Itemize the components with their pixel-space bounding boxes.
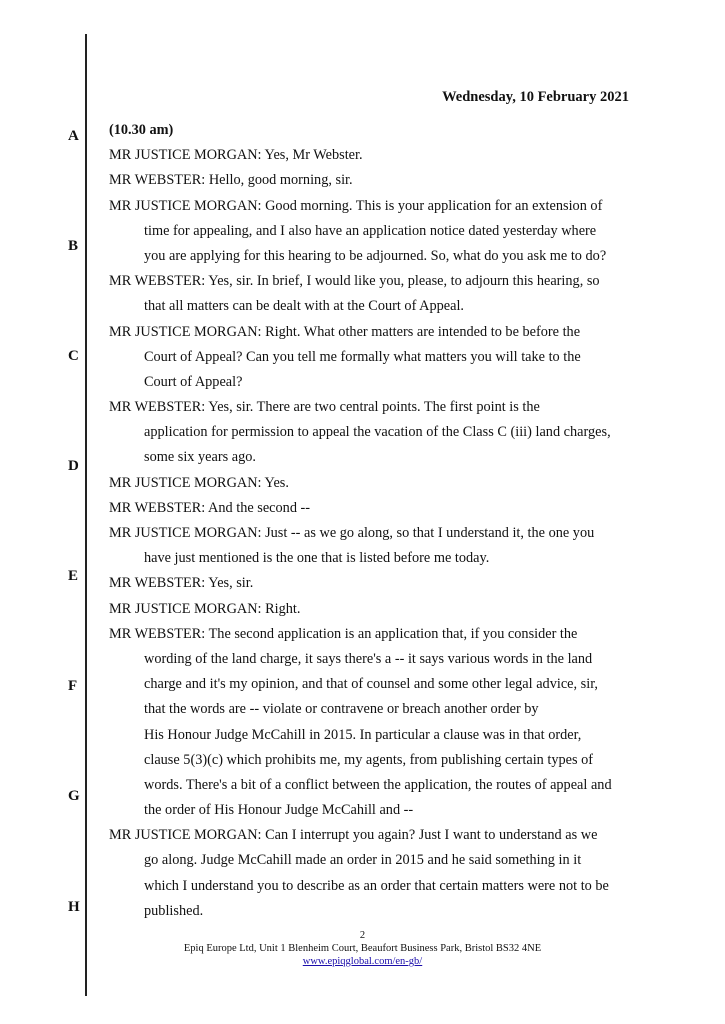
continuation-line: which I understand you to describe as an order that certain matters were not to be bbox=[144, 877, 609, 894]
speaker-line: MR JUSTICE MORGAN: Right. What other matters are intended to be before the bbox=[109, 323, 581, 340]
continuation-line: words. There's a bit of a conflict between the application, the routes of appeal and bbox=[144, 776, 612, 793]
continuation-line: you are applying for this hearing to be adjourned. So, what do you ask me to do? bbox=[144, 247, 607, 264]
margin-letter-e: E bbox=[68, 568, 79, 584]
margin-letter-c: C bbox=[68, 348, 79, 364]
margin-rule bbox=[85, 34, 87, 996]
continuation-line: that all matters can be dealt with at the Court of Appeal. bbox=[144, 298, 464, 315]
speaker-line: MR WEBSTER: Hello, good morning, sir. bbox=[109, 172, 353, 189]
continuation-line: His Honour Judge McCahill in 2015. In particular a clause was in that order, bbox=[144, 726, 582, 743]
margin-letter-h: H bbox=[68, 899, 80, 915]
margin-letter-d: D bbox=[68, 458, 79, 474]
continuation-line: application for permission to appeal the vacation of the Class C (iii) land charges, bbox=[144, 424, 611, 441]
continuation-line: clause 5(3)(c) which prohibits me, my agents, from publishing certain types of bbox=[144, 751, 594, 768]
continuation-line: that the words are -- violate or contravene or breach another order by bbox=[144, 701, 539, 718]
continuation-line: some six years ago. bbox=[144, 449, 256, 466]
continuation-line: the order of His Honour Judge McCahill and -- bbox=[144, 802, 414, 819]
continuation-line: charge and it's my opinion, and that of counsel and some other legal advice, sir, bbox=[144, 676, 598, 693]
speaker-line: MR JUSTICE MORGAN: Good morning. This is your application for an extension of bbox=[109, 197, 603, 214]
speaker-line: MR WEBSTER: Yes, sir. In brief, I would like you, please, to adjourn this hearing, so bbox=[109, 273, 600, 290]
speaker-line: MR JUSTICE MORGAN: Right. bbox=[109, 600, 301, 617]
continuation-line: published. bbox=[144, 902, 204, 919]
continuation-line: Court of Appeal? Can you tell me formally what matters you will take to the bbox=[144, 348, 581, 365]
continuation-line: wording of the land charge, it says there's a -- it says various words in the land bbox=[144, 650, 593, 667]
footer-website-link[interactable]: www.epiqglobal.com/en-gb/ bbox=[302, 956, 423, 967]
speaker-line: MR WEBSTER: The second application is an application that, if you consider the bbox=[109, 625, 578, 642]
margin-letter-b: B bbox=[68, 238, 79, 254]
continuation-line: Court of Appeal? bbox=[144, 373, 243, 390]
continuation-line: have just mentioned is the one that is listed before me today. bbox=[144, 550, 490, 567]
continuation-line: time for appealing, and I also have an application notice dated yesterday where bbox=[144, 222, 597, 239]
margin-letter-g: G bbox=[68, 788, 80, 804]
continuation-line: go along. Judge McCahill made an order in 2015 and he said something in it bbox=[144, 852, 582, 869]
speaker-line: MR WEBSTER: Yes, sir. There are two central points. The first point is the bbox=[109, 399, 540, 416]
speaker-line: MR JUSTICE MORGAN: Just -- as we go along, so that I understand it, the one you bbox=[109, 525, 595, 541]
speaker-line: MR JUSTICE MORGAN: Can I interrupt you again? Just I want to understand as we bbox=[109, 827, 598, 844]
speaker-line: MR JUSTICE MORGAN: Yes, Mr Webster. bbox=[109, 147, 363, 164]
footer-address: Epiq Europe Ltd, Unit 1 Blenheim Court, Beaufort Business Park, Bristol BS32 4NE bbox=[183, 943, 542, 954]
speaker-line: MR WEBSTER: And the second -- bbox=[109, 499, 311, 516]
hearing-date: Wednesday, 10 February 2021 bbox=[442, 89, 629, 105]
transcript-body bbox=[109, 118, 634, 924]
speaker-line: MR WEBSTER: Yes, sir. bbox=[109, 575, 254, 592]
speaker-line: MR JUSTICE MORGAN: Yes. bbox=[109, 474, 289, 491]
footer-website-wrapper bbox=[0, 956, 725, 968]
margin-letter-f: F bbox=[68, 678, 78, 694]
margin-letter-a: A bbox=[68, 128, 79, 144]
page-number: 2 bbox=[359, 930, 366, 941]
hearing-time: (10.30 am) bbox=[109, 122, 174, 138]
